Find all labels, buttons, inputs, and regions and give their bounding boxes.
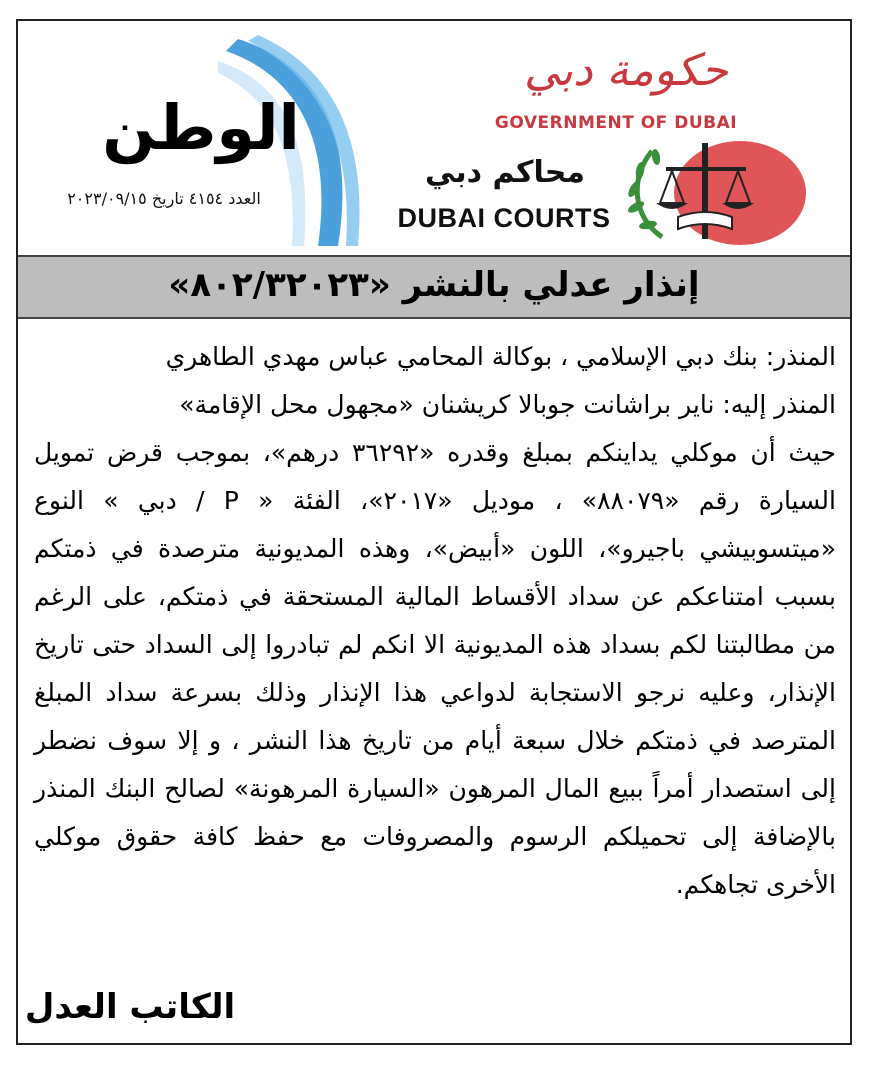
newspaper-name: الوطن	[102, 91, 300, 164]
notice-paragraph-claimant: المنذر: بنك دبي الإسلامي ، بوكالة المحامي عباس مهدي الطاهري	[165, 342, 836, 371]
notice-title: إنذار عدلي بالنشر «٨٠٢/٣٢٠٢٣»	[168, 265, 700, 305]
notice-frame	[16, 19, 852, 1045]
government-logo-arabic: حكومة دبي	[524, 45, 728, 96]
notary-signature: الكاتب العدل	[24, 987, 236, 1027]
header	[18, 21, 850, 253]
notice-body	[34, 333, 836, 909]
notice-paragraph-defendant: المنذر إليه: ناير براشانت جوبالا كريشنان «مجهول محل الإقامة»	[179, 390, 836, 419]
courts-name-arabic: محاكم دبي	[425, 155, 585, 190]
courts-name-english: DUBAI COURTS	[397, 203, 611, 233]
issue-date-line: العدد ٤١٥٤ تاريخ ٢٠٢٣/٠٩/١٥	[67, 189, 261, 208]
notice-paragraph-details: حيث أن موكلي يداينكم بمبلغ وقدره «٣٦٢٩٢ درهم»، بموجب قرض تمويل السيارة رقم «٨٨٠٧٩» ، موديل «٢٠١٧»، الفئة « P / دبي » النوع «ميتسوبيشي باجيرو»، اللون «أبيض»، وهذه المديونية مترصدة في ذمتكم بسبب امتناعكم عن سداد الأقساط المالية المستحقة في ذمتكم، على الرغم من مطالبتنا لكم بسداد هذه المديونية الا انكم لم تبادروا إلى السداد حتى تاريخ الإنذار، وعليه نرجو الاستجابة لدواعي هذا الإنذار وذلك بسرعة سداد المبلغ المترصد في ذمتكم خلال سبعة أيام من تاريخ هذا النشر ، و إلا سوف نضطر إلى استصدار أمراً ببيع المال المرهون «السيارة المرهونة» لصالح البنك المنذر بالإضافة إلى تحميلكم الرسوم والمصروفات مع حفظ كافة حقوق موكلي الأخرى تجاهكم.	[34, 438, 836, 899]
dubai-courts-emblem-icon	[622, 137, 808, 249]
notice-title-bar	[18, 255, 850, 319]
government-logo-english: GOVERNMENT OF DUBAI	[494, 113, 738, 133]
